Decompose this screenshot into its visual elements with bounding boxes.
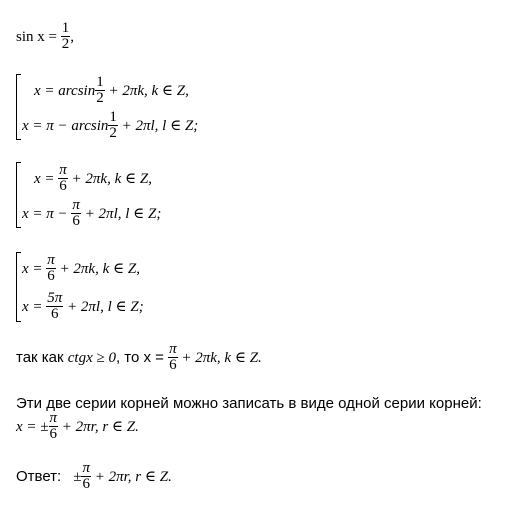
fraction <box>46 253 56 284</box>
system-bracket <box>16 74 21 140</box>
fraction-denominator: 2 <box>61 36 70 52</box>
note-text: Эти две серии корней можно записать в виде одной серии корней: <box>16 395 482 412</box>
fraction <box>71 198 81 229</box>
fraction-denominator: 6 <box>59 178 67 194</box>
fraction-numerator: π <box>47 252 55 268</box>
fraction-denominator: 6 <box>47 268 55 284</box>
fraction-numerator: π <box>59 162 67 178</box>
fraction-numerator: π <box>169 341 177 357</box>
fraction <box>168 342 178 373</box>
fraction-denominator: 2 <box>96 90 104 106</box>
fraction-denominator: 6 <box>169 357 177 373</box>
row-rhs: + 2πk, k ∈ Z, <box>104 82 189 99</box>
equation-tail: , <box>70 28 74 45</box>
equation-sin <box>16 22 74 53</box>
row-rhs: + 2πl, l ∈ Z; <box>63 298 144 315</box>
row-rhs: + 2πl, l ∈ Z; <box>80 205 162 222</box>
fraction <box>46 291 63 322</box>
fraction-numerator: 1 <box>96 74 104 90</box>
fraction <box>81 461 91 492</box>
condition-inequality: ctgx ≥ 0 <box>67 349 116 366</box>
fraction <box>108 110 118 141</box>
fraction-numerator: 5π <box>47 290 63 306</box>
fraction <box>61 21 71 52</box>
row-lhs: x = π − arcsin <box>22 117 109 134</box>
system-bracket <box>16 162 21 228</box>
system-bracket <box>16 252 21 322</box>
answer-line <box>16 462 172 493</box>
answer-tail: + 2πr, r ∈ Z. <box>90 468 172 485</box>
union-tail: + 2πr, r ∈ Z. <box>58 418 139 435</box>
system2-row2 <box>22 199 161 230</box>
answer-label: Ответ: <box>16 467 62 485</box>
condition-prefix: так как <box>16 348 68 366</box>
fraction <box>49 411 59 442</box>
row-lhs: x = <box>22 298 47 315</box>
fraction-numerator: π <box>49 410 58 426</box>
row-lhs: x = arcsin <box>34 82 96 99</box>
fraction-numerator: 1 <box>109 109 117 125</box>
fraction-numerator: π <box>72 197 80 213</box>
condition-line <box>16 343 262 374</box>
union-series <box>16 412 139 443</box>
fraction-numerator: 1 <box>61 20 70 36</box>
equation-lhs: sin x = <box>16 28 61 45</box>
row-rhs: + 2πk, k ∈ Z, <box>67 170 152 187</box>
fraction-denominator: 6 <box>82 476 90 492</box>
fraction-numerator: π <box>82 460 90 476</box>
system1-row1 <box>34 76 189 107</box>
system1-row2 <box>22 111 198 142</box>
fraction-denominator: 6 <box>49 426 58 442</box>
row-lhs: x = <box>22 260 47 277</box>
fraction-denominator: 2 <box>109 125 117 141</box>
union-prefix: x = ± <box>16 418 49 435</box>
row-lhs: x = <box>34 170 59 187</box>
fraction-denominator: 6 <box>72 213 80 229</box>
row-rhs: + 2πk, k ∈ Z, <box>55 260 140 277</box>
condition-tail: + 2πk, k ∈ Z. <box>177 349 262 366</box>
system3-row2 <box>22 292 144 323</box>
system3-row1 <box>22 254 140 285</box>
answer-sign: ± <box>73 468 82 485</box>
system2-row1 <box>34 164 152 195</box>
row-lhs: x = π − <box>22 205 72 222</box>
fraction-denominator: 6 <box>51 306 59 322</box>
condition-then: , то x = <box>115 348 169 366</box>
row-rhs: + 2πl, l ∈ Z; <box>117 117 199 134</box>
fraction <box>58 163 68 194</box>
fraction <box>95 75 105 106</box>
